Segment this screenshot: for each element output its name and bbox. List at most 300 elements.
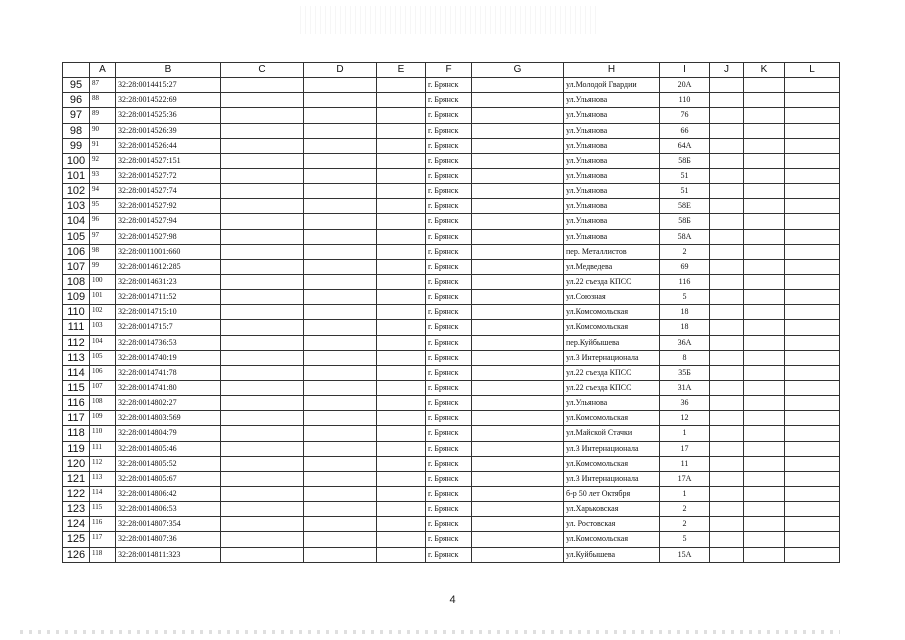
column-header-h[interactable]: H: [564, 63, 660, 78]
cell-b[interactable]: 32:28:0014806:42: [116, 486, 221, 501]
cell-d[interactable]: [304, 380, 377, 395]
cell-f[interactable]: г. Брянск: [426, 365, 472, 380]
cell-l[interactable]: [785, 471, 840, 486]
cell-e[interactable]: [377, 274, 426, 289]
cell-j[interactable]: [710, 426, 744, 441]
cell-h[interactable]: ул.Комсомольская: [564, 320, 660, 335]
cell-k[interactable]: [744, 290, 785, 305]
cell-f[interactable]: г. Брянск: [426, 456, 472, 471]
cell-l[interactable]: [785, 335, 840, 350]
cell-k[interactable]: [744, 229, 785, 244]
cell-h[interactable]: б-р 50 лет Октября: [564, 486, 660, 501]
cell-e[interactable]: [377, 426, 426, 441]
cell-g[interactable]: [472, 290, 564, 305]
cell-c[interactable]: [221, 229, 304, 244]
cell-k[interactable]: [744, 259, 785, 274]
cell-l[interactable]: [785, 517, 840, 532]
cell-f[interactable]: г. Брянск: [426, 335, 472, 350]
cell-b[interactable]: 32:28:0014527:151: [116, 153, 221, 168]
cell-b[interactable]: 32:28:0014715:10: [116, 305, 221, 320]
column-header-l[interactable]: L: [785, 63, 840, 78]
cell-k[interactable]: [744, 199, 785, 214]
cell-f[interactable]: г. Брянск: [426, 274, 472, 289]
cell-c[interactable]: [221, 486, 304, 501]
column-header-i[interactable]: I: [660, 63, 710, 78]
cell-f[interactable]: г. Брянск: [426, 93, 472, 108]
cell-i[interactable]: 2: [660, 502, 710, 517]
cell-d[interactable]: [304, 290, 377, 305]
cell-j[interactable]: [710, 320, 744, 335]
cell-d[interactable]: [304, 168, 377, 183]
cell-h[interactable]: ул.Харьковская: [564, 502, 660, 517]
cell-b[interactable]: 32:28:0014526:44: [116, 138, 221, 153]
cell-k[interactable]: [744, 350, 785, 365]
cell-c[interactable]: [221, 274, 304, 289]
cell-l[interactable]: [785, 547, 840, 562]
cell-k[interactable]: [744, 305, 785, 320]
cell-l[interactable]: [785, 108, 840, 123]
cell-c[interactable]: [221, 532, 304, 547]
cell-e[interactable]: [377, 290, 426, 305]
cell-e[interactable]: [377, 456, 426, 471]
column-header-b[interactable]: B: [116, 63, 221, 78]
cell-j[interactable]: [710, 290, 744, 305]
cell-f[interactable]: г. Брянск: [426, 502, 472, 517]
cell-l[interactable]: [785, 350, 840, 365]
cell-f[interactable]: г. Брянск: [426, 168, 472, 183]
cell-d[interactable]: [304, 547, 377, 562]
cell-h[interactable]: ул.Ульянова: [564, 396, 660, 411]
cell-j[interactable]: [710, 153, 744, 168]
cell-h[interactable]: ул.Ульянова: [564, 138, 660, 153]
cell-k[interactable]: [744, 532, 785, 547]
cell-g[interactable]: [472, 426, 564, 441]
cell-c[interactable]: [221, 365, 304, 380]
cell-d[interactable]: [304, 350, 377, 365]
cell-f[interactable]: г. Брянск: [426, 123, 472, 138]
cell-d[interactable]: [304, 396, 377, 411]
cell-h[interactable]: ул.22 съезда КПСС: [564, 274, 660, 289]
cell-l[interactable]: [785, 93, 840, 108]
cell-e[interactable]: [377, 335, 426, 350]
cell-e[interactable]: [377, 396, 426, 411]
cell-a[interactable]: 92: [90, 153, 116, 168]
cell-e[interactable]: [377, 214, 426, 229]
cell-e[interactable]: [377, 244, 426, 259]
column-header-k[interactable]: K: [744, 63, 785, 78]
cell-a[interactable]: 96: [90, 214, 116, 229]
cell-f[interactable]: г. Брянск: [426, 426, 472, 441]
cell-d[interactable]: [304, 274, 377, 289]
cell-f[interactable]: г. Брянск: [426, 547, 472, 562]
cell-e[interactable]: [377, 93, 426, 108]
cell-l[interactable]: [785, 456, 840, 471]
cell-c[interactable]: [221, 547, 304, 562]
cell-h[interactable]: ул. Ростовская: [564, 517, 660, 532]
cell-l[interactable]: [785, 396, 840, 411]
cell-i[interactable]: 36А: [660, 335, 710, 350]
cell-d[interactable]: [304, 411, 377, 426]
cell-f[interactable]: г. Брянск: [426, 350, 472, 365]
cell-f[interactable]: г. Брянск: [426, 441, 472, 456]
cell-b[interactable]: 32:28:0014527:92: [116, 199, 221, 214]
cell-i[interactable]: 5: [660, 532, 710, 547]
cell-a[interactable]: 107: [90, 380, 116, 395]
cell-g[interactable]: [472, 78, 564, 93]
cell-c[interactable]: [221, 290, 304, 305]
cell-l[interactable]: [785, 365, 840, 380]
cell-k[interactable]: [744, 411, 785, 426]
cell-b[interactable]: 32:28:0014526:39: [116, 123, 221, 138]
cell-a[interactable]: 118: [90, 547, 116, 562]
cell-l[interactable]: [785, 274, 840, 289]
cell-h[interactable]: ул.Медведева: [564, 259, 660, 274]
cell-a[interactable]: 110: [90, 426, 116, 441]
cell-c[interactable]: [221, 78, 304, 93]
cell-a[interactable]: 87: [90, 78, 116, 93]
cell-j[interactable]: [710, 259, 744, 274]
cell-c[interactable]: [221, 168, 304, 183]
cell-g[interactable]: [472, 350, 564, 365]
column-header-d[interactable]: D: [304, 63, 377, 78]
cell-g[interactable]: [472, 214, 564, 229]
cell-c[interactable]: [221, 502, 304, 517]
cell-e[interactable]: [377, 380, 426, 395]
cell-b[interactable]: 32:28:0014805:46: [116, 441, 221, 456]
cell-a[interactable]: 93: [90, 168, 116, 183]
cell-e[interactable]: [377, 168, 426, 183]
cell-c[interactable]: [221, 108, 304, 123]
cell-f[interactable]: г. Брянск: [426, 199, 472, 214]
cell-i[interactable]: 18: [660, 320, 710, 335]
cell-c[interactable]: [221, 153, 304, 168]
cell-b[interactable]: 32:28:0014715:7: [116, 320, 221, 335]
cell-g[interactable]: [472, 259, 564, 274]
cell-i[interactable]: 116: [660, 274, 710, 289]
cell-a[interactable]: 90: [90, 123, 116, 138]
cell-h[interactable]: ул.Ульянова: [564, 199, 660, 214]
cell-j[interactable]: [710, 93, 744, 108]
column-header-g[interactable]: G: [472, 63, 564, 78]
cell-d[interactable]: [304, 517, 377, 532]
cell-c[interactable]: [221, 214, 304, 229]
cell-c[interactable]: [221, 456, 304, 471]
cell-f[interactable]: г. Брянск: [426, 290, 472, 305]
cell-d[interactable]: [304, 441, 377, 456]
cell-g[interactable]: [472, 502, 564, 517]
cell-a[interactable]: 114: [90, 486, 116, 501]
cell-j[interactable]: [710, 168, 744, 183]
cell-j[interactable]: [710, 244, 744, 259]
cell-i[interactable]: 58Б: [660, 153, 710, 168]
cell-c[interactable]: [221, 93, 304, 108]
cell-b[interactable]: 32:28:0014803:569: [116, 411, 221, 426]
cell-j[interactable]: [710, 350, 744, 365]
cell-j[interactable]: [710, 456, 744, 471]
cell-l[interactable]: [785, 214, 840, 229]
cell-e[interactable]: [377, 471, 426, 486]
cell-l[interactable]: [785, 229, 840, 244]
cell-f[interactable]: г. Брянск: [426, 396, 472, 411]
cell-g[interactable]: [472, 380, 564, 395]
cell-c[interactable]: [221, 411, 304, 426]
cell-e[interactable]: [377, 502, 426, 517]
cell-a[interactable]: 102: [90, 305, 116, 320]
cell-i[interactable]: 11: [660, 456, 710, 471]
cell-a[interactable]: 116: [90, 517, 116, 532]
cell-i[interactable]: 2: [660, 517, 710, 532]
cell-f[interactable]: г. Брянск: [426, 380, 472, 395]
cell-f[interactable]: г. Брянск: [426, 320, 472, 335]
cell-l[interactable]: [785, 153, 840, 168]
cell-d[interactable]: [304, 259, 377, 274]
cell-h[interactable]: ул.Ульянова: [564, 123, 660, 138]
cell-h[interactable]: пер. Металлистов: [564, 244, 660, 259]
cell-e[interactable]: [377, 123, 426, 138]
cell-f[interactable]: г. Брянск: [426, 138, 472, 153]
cell-c[interactable]: [221, 184, 304, 199]
cell-i[interactable]: 12: [660, 411, 710, 426]
cell-e[interactable]: [377, 184, 426, 199]
cell-g[interactable]: [472, 320, 564, 335]
cell-e[interactable]: [377, 305, 426, 320]
cell-k[interactable]: [744, 441, 785, 456]
cell-g[interactable]: [472, 244, 564, 259]
cell-i[interactable]: 110: [660, 93, 710, 108]
column-header-a[interactable]: A: [90, 63, 116, 78]
cell-k[interactable]: [744, 93, 785, 108]
column-header-e[interactable]: E: [377, 63, 426, 78]
cell-d[interactable]: [304, 471, 377, 486]
cell-e[interactable]: [377, 532, 426, 547]
cell-k[interactable]: [744, 365, 785, 380]
cell-g[interactable]: [472, 365, 564, 380]
cell-k[interactable]: [744, 396, 785, 411]
cell-d[interactable]: [304, 502, 377, 517]
cell-g[interactable]: [472, 411, 564, 426]
cell-g[interactable]: [472, 335, 564, 350]
cell-e[interactable]: [377, 259, 426, 274]
cell-h[interactable]: ул.3 Интернационала: [564, 350, 660, 365]
cell-b[interactable]: 32:28:0014802:27: [116, 396, 221, 411]
cell-j[interactable]: [710, 108, 744, 123]
cell-c[interactable]: [221, 305, 304, 320]
cell-k[interactable]: [744, 123, 785, 138]
cell-g[interactable]: [472, 153, 564, 168]
cell-l[interactable]: [785, 199, 840, 214]
cell-f[interactable]: г. Брянск: [426, 305, 472, 320]
cell-k[interactable]: [744, 335, 785, 350]
cell-i[interactable]: 36: [660, 396, 710, 411]
cell-d[interactable]: [304, 486, 377, 501]
cell-h[interactable]: ул.Ульянова: [564, 93, 660, 108]
cell-e[interactable]: [377, 229, 426, 244]
cell-l[interactable]: [785, 486, 840, 501]
cell-b[interactable]: 32:28:0014527:98: [116, 229, 221, 244]
cell-g[interactable]: [472, 441, 564, 456]
cell-k[interactable]: [744, 380, 785, 395]
cell-h[interactable]: ул.Майской Стачки: [564, 426, 660, 441]
cell-j[interactable]: [710, 78, 744, 93]
cell-e[interactable]: [377, 486, 426, 501]
cell-i[interactable]: 31А: [660, 380, 710, 395]
cell-a[interactable]: 115: [90, 502, 116, 517]
cell-d[interactable]: [304, 138, 377, 153]
cell-j[interactable]: [710, 184, 744, 199]
cell-b[interactable]: 32:28:0014527:74: [116, 184, 221, 199]
cell-j[interactable]: [710, 441, 744, 456]
cell-e[interactable]: [377, 108, 426, 123]
cell-l[interactable]: [785, 244, 840, 259]
cell-d[interactable]: [304, 78, 377, 93]
cell-i[interactable]: 2: [660, 244, 710, 259]
cell-i[interactable]: 15А: [660, 547, 710, 562]
cell-g[interactable]: [472, 184, 564, 199]
cell-c[interactable]: [221, 517, 304, 532]
cell-l[interactable]: [785, 426, 840, 441]
cell-c[interactable]: [221, 320, 304, 335]
cell-j[interactable]: [710, 532, 744, 547]
cell-e[interactable]: [377, 138, 426, 153]
cell-c[interactable]: [221, 396, 304, 411]
cell-a[interactable]: 100: [90, 274, 116, 289]
cell-d[interactable]: [304, 320, 377, 335]
cell-g[interactable]: [472, 532, 564, 547]
cell-h[interactable]: ул.Комсомольская: [564, 411, 660, 426]
cell-e[interactable]: [377, 199, 426, 214]
cell-a[interactable]: 117: [90, 532, 116, 547]
cell-j[interactable]: [710, 411, 744, 426]
cell-b[interactable]: 32:28:0014415:27: [116, 78, 221, 93]
cell-d[interactable]: [304, 456, 377, 471]
cell-d[interactable]: [304, 93, 377, 108]
cell-b[interactable]: 32:28:0014807:354: [116, 517, 221, 532]
cell-j[interactable]: [710, 229, 744, 244]
cell-g[interactable]: [472, 547, 564, 562]
cell-k[interactable]: [744, 153, 785, 168]
cell-d[interactable]: [304, 244, 377, 259]
column-header-c[interactable]: C: [221, 63, 304, 78]
cell-k[interactable]: [744, 274, 785, 289]
cell-b[interactable]: 32:28:0014525:36: [116, 108, 221, 123]
cell-k[interactable]: [744, 214, 785, 229]
cell-l[interactable]: [785, 305, 840, 320]
cell-h[interactable]: ул.Союзная: [564, 290, 660, 305]
cell-d[interactable]: [304, 365, 377, 380]
cell-b[interactable]: 32:28:0014527:72: [116, 168, 221, 183]
cell-i[interactable]: 17А: [660, 471, 710, 486]
cell-e[interactable]: [377, 441, 426, 456]
cell-b[interactable]: 32:28:0011001:660: [116, 244, 221, 259]
cell-h[interactable]: ул.22 съезда КПСС: [564, 365, 660, 380]
cell-d[interactable]: [304, 123, 377, 138]
cell-h[interactable]: ул.3 Интернационала: [564, 441, 660, 456]
cell-e[interactable]: [377, 320, 426, 335]
cell-i[interactable]: 58Е: [660, 199, 710, 214]
cell-f[interactable]: г. Брянск: [426, 411, 472, 426]
cell-j[interactable]: [710, 365, 744, 380]
cell-a[interactable]: 97: [90, 229, 116, 244]
cell-i[interactable]: 58Б: [660, 214, 710, 229]
cell-f[interactable]: г. Брянск: [426, 214, 472, 229]
cell-j[interactable]: [710, 274, 744, 289]
cell-f[interactable]: г. Брянск: [426, 153, 472, 168]
cell-a[interactable]: 88: [90, 93, 116, 108]
cell-i[interactable]: 64А: [660, 138, 710, 153]
cell-j[interactable]: [710, 471, 744, 486]
cell-c[interactable]: [221, 335, 304, 350]
cell-b[interactable]: 32:28:0014741:78: [116, 365, 221, 380]
cell-g[interactable]: [472, 471, 564, 486]
cell-g[interactable]: [472, 305, 564, 320]
cell-l[interactable]: [785, 290, 840, 305]
cell-g[interactable]: [472, 486, 564, 501]
cell-j[interactable]: [710, 517, 744, 532]
cell-c[interactable]: [221, 471, 304, 486]
cell-a[interactable]: 111: [90, 441, 116, 456]
cell-b[interactable]: 32:28:0014807:36: [116, 532, 221, 547]
cell-e[interactable]: [377, 547, 426, 562]
cell-a[interactable]: 101: [90, 290, 116, 305]
cell-j[interactable]: [710, 502, 744, 517]
cell-k[interactable]: [744, 547, 785, 562]
cell-e[interactable]: [377, 517, 426, 532]
cell-c[interactable]: [221, 123, 304, 138]
cell-c[interactable]: [221, 244, 304, 259]
cell-b[interactable]: 32:28:0014806:53: [116, 502, 221, 517]
cell-k[interactable]: [744, 471, 785, 486]
cell-b[interactable]: 32:28:0014522:69: [116, 93, 221, 108]
cell-g[interactable]: [472, 199, 564, 214]
cell-b[interactable]: 32:28:0014741:80: [116, 380, 221, 395]
cell-a[interactable]: 98: [90, 244, 116, 259]
cell-j[interactable]: [710, 486, 744, 501]
cell-b[interactable]: 32:28:0014631:23: [116, 274, 221, 289]
cell-g[interactable]: [472, 138, 564, 153]
cell-k[interactable]: [744, 320, 785, 335]
cell-h[interactable]: ул.3 Интернационала: [564, 471, 660, 486]
cell-h[interactable]: ул.Ульянова: [564, 214, 660, 229]
cell-h[interactable]: ул.22 съезда КПСС: [564, 380, 660, 395]
cell-j[interactable]: [710, 138, 744, 153]
cell-l[interactable]: [785, 411, 840, 426]
cell-i[interactable]: 18: [660, 305, 710, 320]
cell-d[interactable]: [304, 153, 377, 168]
cell-g[interactable]: [472, 456, 564, 471]
cell-k[interactable]: [744, 426, 785, 441]
cell-i[interactable]: 66: [660, 123, 710, 138]
cell-h[interactable]: ул.Ульянова: [564, 153, 660, 168]
cell-k[interactable]: [744, 456, 785, 471]
cell-l[interactable]: [785, 259, 840, 274]
cell-b[interactable]: 32:28:0014612:285: [116, 259, 221, 274]
cell-c[interactable]: [221, 441, 304, 456]
cell-i[interactable]: 76: [660, 108, 710, 123]
cell-i[interactable]: 51: [660, 184, 710, 199]
cell-h[interactable]: ул.Комсомольская: [564, 456, 660, 471]
cell-b[interactable]: 32:28:0014711:52: [116, 290, 221, 305]
cell-c[interactable]: [221, 350, 304, 365]
cell-l[interactable]: [785, 168, 840, 183]
cell-b[interactable]: 32:28:0014736:53: [116, 335, 221, 350]
cell-g[interactable]: [472, 168, 564, 183]
cell-l[interactable]: [785, 78, 840, 93]
cell-d[interactable]: [304, 229, 377, 244]
cell-d[interactable]: [304, 532, 377, 547]
cell-c[interactable]: [221, 380, 304, 395]
cell-h[interactable]: ул.Комсомольская: [564, 305, 660, 320]
cell-d[interactable]: [304, 335, 377, 350]
